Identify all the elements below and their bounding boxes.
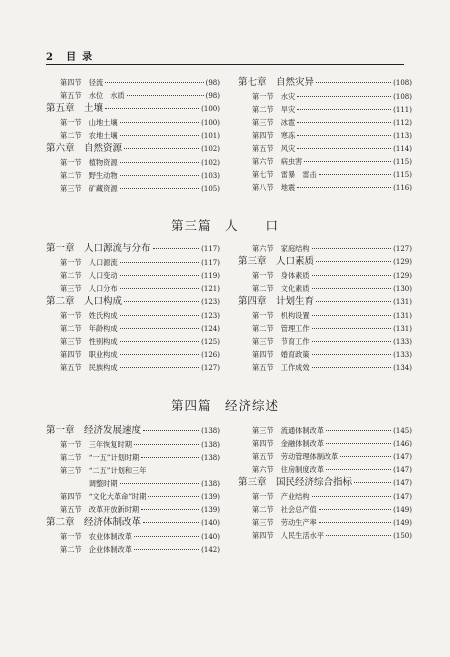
dot-leader	[312, 275, 392, 276]
toc-section-entry[interactable]	[46, 256, 220, 269]
toc-entry-label: 第四节 “文化大革命”时期	[60, 492, 147, 501]
toc-entry-label: 第六节 住房制度改革	[252, 465, 324, 474]
toc-entry-page: (147)	[393, 453, 412, 461]
toc-entry-page: (131)	[393, 312, 412, 320]
toc-entry-label: 第三节 劳动生产率	[252, 518, 317, 527]
dot-leader	[120, 162, 200, 163]
toc-section-entry[interactable]	[238, 490, 412, 503]
toc-entry-label: 第三节 性别构成	[60, 337, 118, 346]
toc-entry-label: 第二章 经济体制改革	[46, 517, 142, 528]
toc-entry-label: 第六节 病虫害	[252, 157, 303, 166]
toc-section-entry[interactable]	[46, 182, 220, 195]
toc-section-entry[interactable]	[238, 116, 412, 129]
toc-entry-label: 第四章 计划生育	[238, 296, 315, 307]
toc-column-left	[46, 242, 220, 374]
toc-entry-page: (98)	[205, 79, 220, 87]
toc-section-entry[interactable]	[46, 76, 220, 89]
toc-entry-page: (138)	[201, 454, 220, 462]
dot-leader	[312, 288, 392, 289]
toc-entry-label: 第二节 企业体制改革	[60, 545, 132, 554]
toc-chapter-entry[interactable]	[238, 476, 412, 490]
toc-section-entry[interactable]	[238, 361, 412, 374]
toc-section-entry[interactable]	[46, 543, 220, 556]
toc-chapter-entry[interactable]	[238, 295, 412, 309]
toc-entry-page: (114)	[393, 145, 412, 153]
toc-section-entry[interactable]	[238, 129, 412, 142]
dot-leader	[127, 95, 204, 96]
toc-section-entry[interactable]	[46, 361, 220, 374]
dot-leader	[297, 187, 391, 188]
header-title: 目录	[66, 52, 99, 63]
dot-leader	[134, 549, 199, 550]
toc-entry-label: 第三节 流通体制改革	[252, 426, 324, 435]
toc-chapter-entry[interactable]	[238, 255, 412, 269]
toc-entry-label: 第五节 工作成效	[252, 363, 310, 372]
dot-leader	[297, 109, 391, 110]
toc-section-entry[interactable]	[46, 282, 220, 295]
toc-section-entry[interactable]	[238, 348, 412, 361]
dot-leader	[105, 108, 199, 109]
toc-entry-label: 第三章 人口素质	[238, 256, 315, 267]
dot-leader	[312, 248, 392, 249]
toc-section-entry[interactable]	[238, 335, 412, 348]
toc-entry-page: (145)	[393, 427, 412, 435]
toc-section-entry[interactable]	[46, 129, 220, 142]
toc-entry-label: 第一节 农业体制改革	[60, 532, 132, 541]
dot-leader	[304, 161, 391, 162]
toc-section-entry[interactable]	[238, 181, 412, 194]
toc-section-entry[interactable]	[46, 438, 220, 451]
toc-entry-label: 第一节 产业结构	[252, 492, 310, 501]
dot-leader	[316, 261, 391, 262]
toc-entry-page: (108)	[393, 79, 412, 87]
dot-leader	[120, 262, 200, 263]
toc-entry-page: (113)	[393, 132, 412, 140]
dot-leader	[312, 367, 392, 368]
toc-entry-page: (150)	[393, 532, 412, 540]
toc-entry-page: (129)	[393, 272, 412, 280]
toc-entry-label: 第七节 雷暴 雷击	[252, 170, 317, 179]
toc-entry-page: (149)	[393, 519, 412, 527]
dot-leader	[297, 135, 391, 136]
toc-entry-page: (138)	[201, 441, 220, 449]
toc-entry-page: (149)	[393, 506, 412, 514]
toc-entry-page: (119)	[201, 272, 220, 280]
toc-section-entry[interactable]	[238, 463, 412, 476]
toc-entry-label: 第五节 民族构成	[60, 363, 118, 372]
toc-entry-page: (146)	[393, 440, 412, 448]
dot-leader	[354, 482, 391, 483]
toc-entry-label: 第四节 径流	[60, 78, 104, 87]
dot-leader	[120, 367, 200, 368]
toc-entry-label: 第二节 野生动物	[60, 171, 118, 180]
toc-entry-page: (131)	[393, 298, 412, 306]
toc-section-entry[interactable]	[238, 90, 412, 103]
dot-leader	[148, 496, 199, 497]
dot-leader	[326, 535, 391, 536]
toc-entry-label: 第五节 风灾	[252, 144, 296, 153]
dot-leader	[312, 496, 392, 497]
toc-section-entry[interactable]	[238, 529, 412, 542]
toc-section-entry[interactable]	[46, 322, 220, 335]
toc-entry-label: 第一节 姓氏构成	[60, 311, 118, 320]
toc-entry-label: 第一节 人口源流	[60, 258, 118, 267]
toc-entry-label: 第二节 文化素质	[252, 284, 310, 293]
toc-section-entry[interactable]	[46, 464, 220, 477]
toc-chapter-entry[interactable]	[46, 102, 220, 116]
toc-entry-page: (139)	[201, 493, 220, 501]
toc-entry-page: (133)	[393, 338, 412, 346]
toc-entry-label: 第二节 管理工作	[252, 324, 310, 333]
toc-entry-page: (127)	[393, 245, 412, 253]
toc-section-entry[interactable]	[238, 142, 412, 155]
toc-section-entry[interactable]	[238, 282, 412, 295]
toc-section-entry[interactable]	[238, 322, 412, 335]
toc-entry-label: 第四节 职业构成	[60, 350, 118, 359]
toc-column-left	[46, 76, 220, 195]
dot-leader	[312, 315, 392, 316]
toc-section-entry[interactable]	[238, 242, 412, 255]
dot-leader	[153, 248, 200, 249]
toc-entry-page: (100)	[201, 105, 220, 113]
toc-entry-page: (140)	[201, 519, 220, 527]
dot-leader	[326, 443, 391, 444]
toc-entry-label: 第四节 寒冻	[252, 131, 296, 140]
dot-leader	[297, 96, 391, 97]
dot-leader	[120, 315, 200, 316]
toc-column-right	[238, 76, 412, 194]
toc-chapter-entry[interactable]	[238, 76, 412, 90]
toc-entry-label: 第二节 旱灾	[252, 105, 296, 114]
toc-entry-page: (102)	[201, 145, 220, 153]
toc-entry-label: 第一节 山地土壤	[60, 118, 118, 127]
toc-section-entry[interactable]	[46, 89, 220, 102]
dot-leader	[120, 288, 200, 289]
toc-entry-label: 第三章 国民经济综合指标	[238, 477, 353, 488]
toc-section-entry[interactable]	[46, 530, 220, 543]
dot-leader	[124, 148, 199, 149]
toc-chapter-entry[interactable]	[46, 516, 220, 530]
toc-entry-label: 第三节 节育工作	[252, 337, 310, 346]
dot-leader	[326, 469, 391, 470]
toc-entry-page: (123)	[201, 312, 220, 320]
toc-entry-page: (115)	[393, 158, 412, 166]
toc-section-entry[interactable]	[46, 503, 220, 516]
toc-entry-page: (115)	[393, 171, 412, 179]
toc-chapter-entry[interactable]	[46, 424, 220, 438]
toc-entry-label: 第一节 植物资源	[60, 158, 118, 167]
header-divider	[46, 64, 404, 65]
dot-leader	[120, 188, 200, 189]
toc-entry-label: 第二节 年龄构成	[60, 324, 118, 333]
dot-leader	[312, 354, 392, 355]
toc-entry-page: (147)	[393, 466, 412, 474]
toc-section-entry[interactable]	[238, 168, 412, 181]
toc-entry-page: (133)	[393, 351, 412, 359]
toc-entry-page: (147)	[393, 479, 412, 487]
toc-entry-label: 第三节 人口分布	[60, 284, 118, 293]
dot-leader	[120, 135, 200, 136]
dot-leader	[319, 522, 391, 523]
toc-entry-label: 第八节 地震	[252, 183, 296, 192]
dot-leader	[134, 536, 199, 537]
toc-section-entry[interactable]	[238, 450, 412, 463]
toc-section-entry[interactable]	[46, 156, 220, 169]
toc-entry-label: 第五节 改革开放新时期	[60, 505, 140, 514]
dot-leader	[124, 301, 199, 302]
toc-chapter-entry[interactable]	[46, 295, 220, 309]
toc-entry-label: 第五节 水位 水质	[60, 91, 125, 100]
page-header	[46, 48, 98, 63]
toc-entry-label: 第四节 金融体制改革	[252, 439, 324, 448]
toc-section-entry[interactable]	[238, 503, 412, 516]
toc-chapter-entry[interactable]	[46, 142, 220, 156]
toc-chapter-entry[interactable]	[46, 242, 220, 256]
dot-leader	[105, 82, 203, 83]
part-title: 第四篇 经济综述	[170, 398, 279, 413]
dot-leader	[120, 175, 200, 176]
toc-entry-page: (138)	[201, 427, 220, 435]
part-title: 第三篇 人 口	[170, 218, 279, 233]
toc-entry-label: 第一节 身体素质	[252, 271, 310, 280]
toc-column-left	[46, 424, 220, 556]
toc-entry-label: 第三节 矿藏资源	[60, 184, 118, 193]
toc-entry-label: 第六节 家庭结构	[252, 244, 310, 253]
dot-leader	[319, 174, 391, 175]
toc-entry-page: (98)	[205, 92, 220, 100]
dot-leader	[120, 275, 200, 276]
dot-leader	[120, 341, 200, 342]
dot-leader	[297, 122, 391, 123]
toc-section-entry[interactable]	[238, 309, 412, 322]
toc-entry-page: (125)	[201, 338, 220, 346]
toc-section-entry[interactable]	[46, 269, 220, 282]
dot-leader	[312, 341, 392, 342]
toc-entry-page: (101)	[201, 132, 220, 140]
toc-section-entry[interactable]	[46, 335, 220, 348]
toc-entry-page: (131)	[393, 325, 412, 333]
dot-leader	[141, 457, 199, 458]
toc-section-entry[interactable]	[238, 516, 412, 529]
toc-entry-label: 第一节 水灾	[252, 92, 296, 101]
toc-entry-page: (105)	[201, 185, 220, 193]
toc-entry-label: 第四节 人民生活水平	[252, 531, 324, 540]
toc-entry-page: (112)	[393, 119, 412, 127]
toc-section-entry[interactable]	[46, 477, 220, 490]
dot-leader	[319, 509, 391, 510]
toc-entry-label: 第二节 人口变动	[60, 271, 118, 280]
toc-entry-label: 第二节 农地土壤	[60, 131, 118, 140]
toc-entry-label: 第五章 土壤	[46, 103, 104, 114]
toc-entry-page: (129)	[393, 258, 412, 266]
toc-entry-page: (121)	[201, 285, 220, 293]
toc-entry-label: 第三节 冰雹	[252, 118, 296, 127]
toc-entry-page: (123)	[201, 298, 220, 306]
toc-column-right	[238, 242, 412, 374]
toc-entry-label: 第七章 自然灾异	[238, 77, 315, 88]
dot-leader	[312, 328, 392, 329]
toc-entry-label: 第二章 人口构成	[46, 296, 123, 307]
toc-entry-page: (117)	[201, 245, 220, 253]
dot-leader	[141, 509, 199, 510]
toc-entry-label: 第五节 劳动管理体制改革	[252, 452, 339, 461]
toc-entry-page: (147)	[393, 493, 412, 501]
toc-section-entry[interactable]	[46, 169, 220, 182]
toc-section-entry[interactable]	[238, 424, 412, 437]
toc-section-entry[interactable]	[46, 451, 220, 464]
toc-entry-page: (126)	[201, 351, 220, 359]
toc-entry-label: 第一节 三年恢复时期	[60, 440, 132, 449]
toc-entry-page: (117)	[201, 259, 220, 267]
toc-entry-page: (103)	[201, 172, 220, 180]
toc-entry-page: (111)	[393, 106, 412, 114]
toc-section-entry[interactable]	[238, 437, 412, 450]
toc-section-entry[interactable]	[46, 309, 220, 322]
toc-entry-label: 第六章 自然资源	[46, 143, 123, 154]
toc-section-entry[interactable]	[238, 269, 412, 282]
toc-column-right	[238, 424, 412, 542]
toc-entry-page: (102)	[201, 159, 220, 167]
toc-entry-page: (134)	[393, 364, 412, 372]
dot-leader	[143, 430, 199, 431]
toc-entry-label: 第三节 “二五”计划和三年	[60, 466, 147, 475]
toc-section-entry[interactable]	[238, 155, 412, 168]
toc-entry-page: (140)	[201, 533, 220, 541]
dot-leader	[134, 444, 199, 445]
dot-leader	[120, 122, 200, 123]
toc-entry-label: 第二节 社会总产值	[252, 505, 317, 514]
dot-leader	[326, 430, 391, 431]
toc-section-entry[interactable]	[46, 348, 220, 361]
toc-section-entry[interactable]	[46, 490, 220, 503]
toc-entry-page: (130)	[393, 285, 412, 293]
toc-entry-label: 调整时期	[60, 479, 118, 488]
toc-entry-label: 第二节 “一五”计划时期	[60, 453, 140, 462]
toc-entry-page: (138)	[201, 480, 220, 488]
toc-entry-page: (124)	[201, 325, 220, 333]
toc-section-entry[interactable]	[238, 103, 412, 116]
toc-entry-label: 第四节 婚育政策	[252, 350, 310, 359]
toc-entry-page: (139)	[201, 506, 220, 514]
toc-entry-page: (142)	[201, 546, 220, 554]
dot-leader	[340, 456, 391, 457]
toc-section-entry[interactable]	[46, 116, 220, 129]
toc-entry-label: 第一章 人口源流与分布	[46, 243, 151, 254]
dot-leader	[143, 522, 199, 523]
toc-entry-page: (100)	[201, 119, 220, 127]
dot-leader	[316, 301, 391, 302]
toc-entry-label: 第一节 机构设置	[252, 311, 310, 320]
page-number: 2	[46, 52, 53, 63]
toc-entry-page: (116)	[393, 184, 412, 192]
dot-leader	[120, 483, 200, 484]
dot-leader	[120, 354, 200, 355]
toc-entry-label: 第一章 经济发展速度	[46, 425, 142, 436]
dot-leader	[297, 148, 391, 149]
toc-entry-page: (108)	[393, 93, 412, 101]
dot-leader	[120, 328, 200, 329]
toc-entry-page: (127)	[201, 364, 220, 372]
dot-leader	[316, 82, 391, 83]
